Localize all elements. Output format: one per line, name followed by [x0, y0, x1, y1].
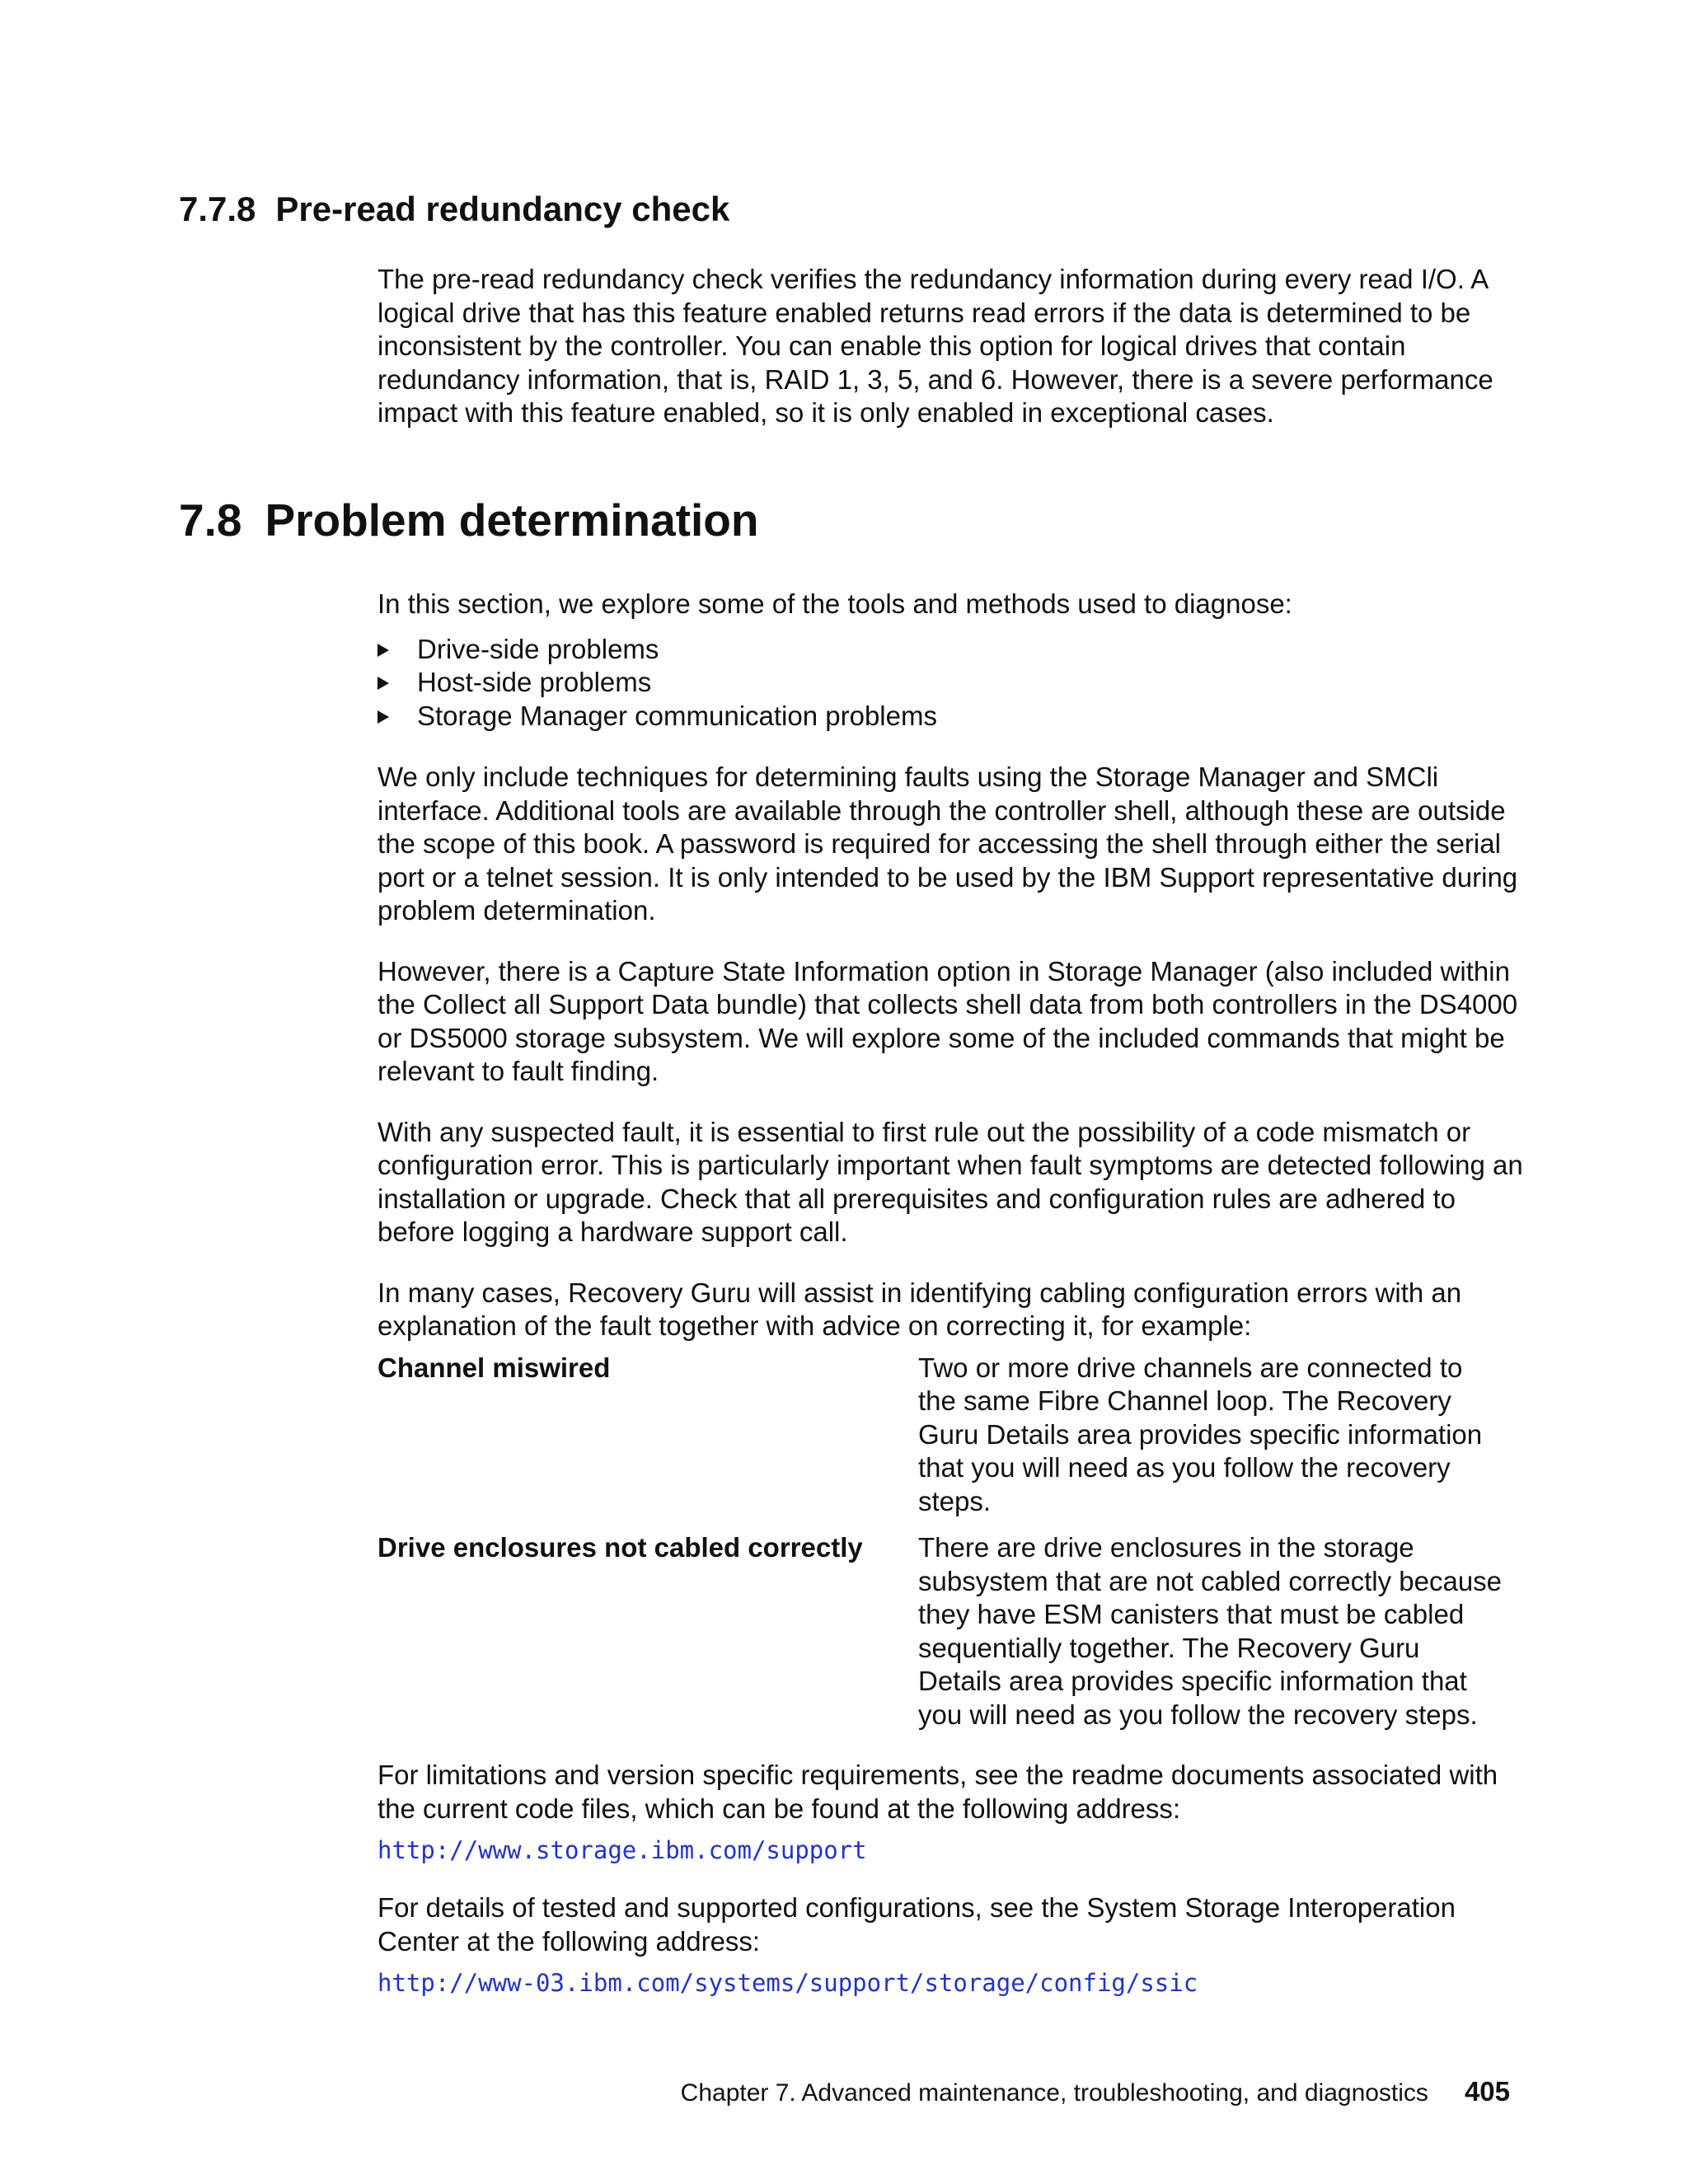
techniques-paragraph: We only include techniques for determining faults using the Storage Manager and SMCli interface. Additional tools are available through the controller shell, although these are outside the scope of this book. A password is required for accessing the shell through either the serial port or a telnet session. It is only intended to be used by the IBM Support representative during problem determination. [377, 762, 1518, 926]
list-item-text: Host-side problems [417, 667, 652, 697]
section-7-7-8-body [377, 263, 1531, 430]
definition-text: Two or more drive channels are connected to the same Fibre Channel loop. The Recovery Guru Details area provides specific information that you will need as you follow the recovery steps. [918, 1352, 1483, 1516]
definition-list [377, 1352, 1531, 1732]
section-7-8-body [377, 588, 1531, 2024]
bullet-triangle-icon [377, 644, 389, 657]
pre-read-paragraph: The pre-read redundancy check verifies the redundancy information during every read I/O. A logical drive that has this feature enabled returns read errors if the data is determined to be inconsistent by the controller. You can enable this option for logical drives that contain redundancy information, that is, RAID 1, 3, 5, and 6. However, there is a severe performance impact with this feature enabled, so it is only enabled in exceptional cases. [377, 264, 1493, 428]
list-item [377, 666, 1531, 700]
capture-state-paragraph: However, there is a Capture State Information option in Storage Manager (also included within the Collect all Support Data bundle) that collects shell data from both controllers in the DS4000 or DS5000 storage subsystem. We will explore some of the included commands that might be relevant to fault finding. [377, 955, 1518, 1086]
section-7-7-8-title: Pre-read redundancy check [275, 190, 730, 228]
intro-paragraph: In this section, we explore some of the tools and methods used to diagnose: [377, 588, 1292, 619]
definition-row [377, 1352, 1531, 1519]
ssic-link[interactable]: http://www-03.ibm.com/systems/support/storage/config/ssic [377, 1969, 1198, 1997]
suspected-fault-paragraph: With any suspected fault, it is essential to first rule out the possibility of a code mismatch or configuration error. This is particularly important when fault symptoms are detected following an installation or upgrade. Check that all prerequisites and configuration rules are adhered to before logging a hardware support call. [377, 1116, 1523, 1247]
ssic-paragraph: For details of tested and supported configurations, see the System Storage Interoperation Center at the following address: [377, 1892, 1456, 1957]
diagnose-bullet-list [377, 633, 1531, 733]
section-7-7-8-number: 7.7.8 [179, 190, 256, 228]
definition-term: Drive enclosures not cabled correctly [377, 1532, 863, 1563]
list-item [377, 633, 1531, 667]
recovery-guru-paragraph: In many cases, Recovery Guru will assist in identifying cabling configuration errors with an explanation of the fault together with advice on correcting it, for example: [377, 1277, 1462, 1341]
list-item [377, 700, 1531, 733]
bullet-triangle-icon [377, 710, 389, 724]
definition-row [377, 1531, 1531, 1732]
section-7-8-heading [179, 493, 758, 547]
section-7-7-8-heading [179, 188, 729, 231]
readme-paragraph: For limitations and version specific requirements, see the readme documents associated with the current code files, which can be found at the following address: [377, 1760, 1498, 1824]
list-item-text: Storage Manager communication problems [417, 700, 937, 731]
section-7-8-number: 7.8 [179, 494, 242, 546]
section-7-8-title: Problem determination [265, 494, 759, 546]
definition-term: Channel miswired [377, 1352, 611, 1383]
definition-text: There are drive enclosures in the storage subsystem that are not cabled correctly because they have ESM canisters that must be cabled sequentially together. The Recovery Guru Details area provides specific information that you will need as you follow the recovery steps. [918, 1532, 1503, 1730]
bullet-triangle-icon [377, 677, 389, 690]
storage-support-link[interactable]: http://www.storage.ibm.com/support [377, 1836, 867, 1864]
page-footer [681, 2075, 1510, 2110]
page-number: 405 [1464, 2076, 1510, 2107]
list-item-text: Drive-side problems [417, 633, 659, 664]
footer-chapter-title: Chapter 7. Advanced maintenance, troubleshooting, and diagnostics [680, 2079, 1428, 2107]
